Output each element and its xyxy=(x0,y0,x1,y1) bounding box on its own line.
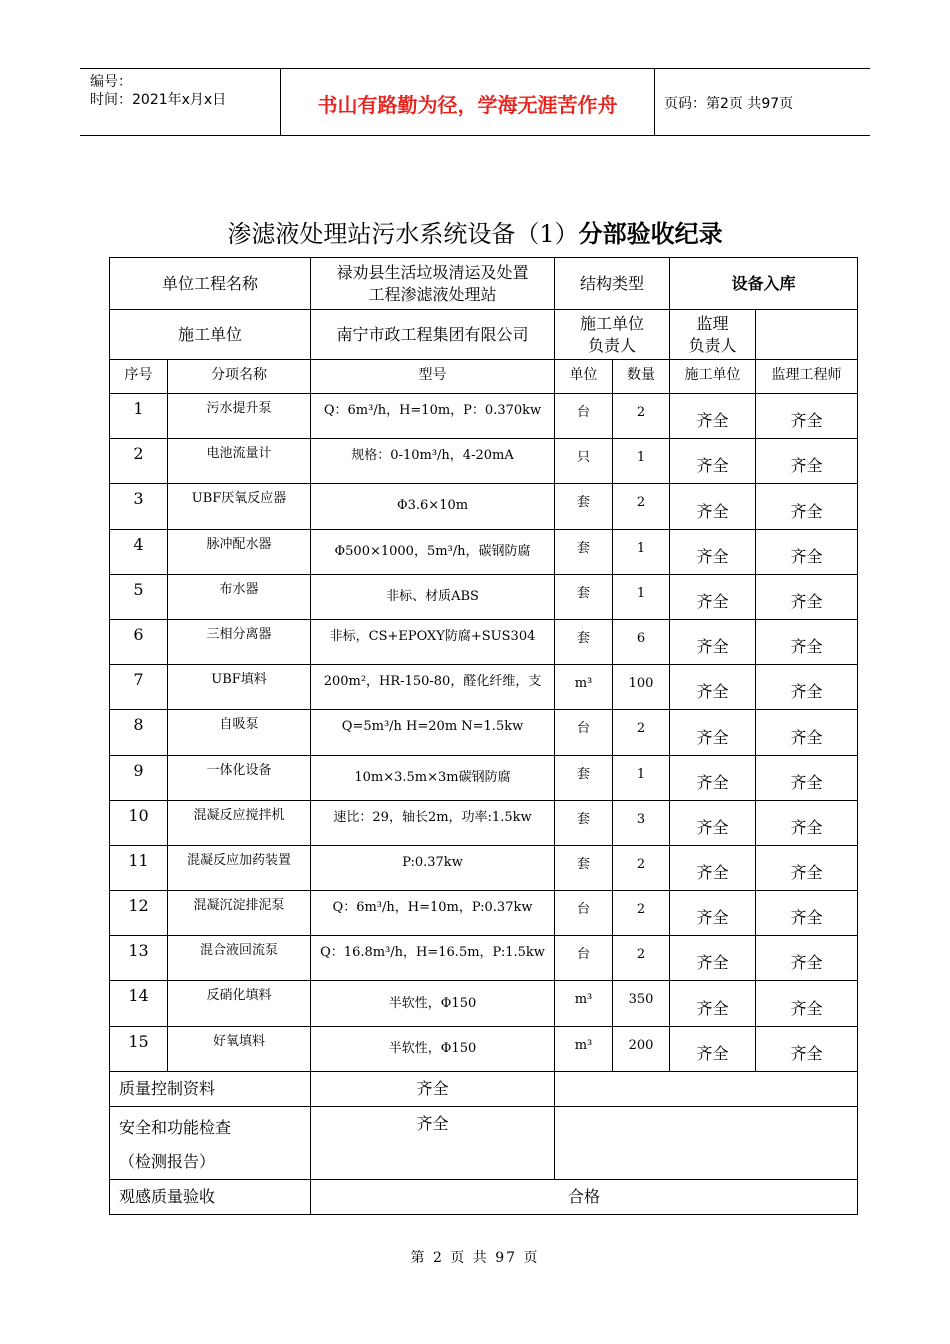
title-bold: 分部验收纪录 xyxy=(578,220,723,248)
contractor-check: 齐全 xyxy=(670,619,756,664)
supervisor-check: 齐全 xyxy=(756,394,858,439)
appearance-label: 观感质量验收 xyxy=(110,1179,311,1214)
safety-label-line: 安全和功能检查 xyxy=(119,1117,232,1137)
time-label: 时间：2021年x月x日 xyxy=(90,92,227,108)
item-unit: 套 xyxy=(555,574,613,619)
item-model: 规格：0-10m³/h，4-20mA xyxy=(311,439,555,484)
supervisor-check: 齐全 xyxy=(756,981,858,1026)
row-number: 7 xyxy=(110,665,168,710)
item-quantity: 2 xyxy=(613,484,670,529)
item-quantity: 350 xyxy=(613,981,670,1026)
contractor-lead-label xyxy=(555,310,670,360)
header-divider xyxy=(654,69,655,135)
supervisor-check: 齐全 xyxy=(756,484,858,529)
item-model: 半软性，Φ150 xyxy=(311,981,555,1026)
row-number: 8 xyxy=(110,710,168,755)
safety-label-line: （检测报告） xyxy=(119,1151,216,1171)
item-quantity: 1 xyxy=(613,529,670,574)
header-meta xyxy=(90,73,226,109)
item-quantity: 2 xyxy=(613,891,670,936)
item-name: 布水器 xyxy=(168,574,311,619)
supervisor-check: 齐全 xyxy=(756,439,858,484)
contractor-lead-label-line: 负责人 xyxy=(588,335,637,355)
contractor-check: 齐全 xyxy=(670,394,756,439)
item-model: 非标，CS+EPOXY防腐+SUS304 xyxy=(311,619,555,664)
item-unit: m³ xyxy=(555,1026,613,1071)
item-model: P:0.37kw xyxy=(311,845,555,890)
supervisor-check: 齐全 xyxy=(756,529,858,574)
supervisor-check: 齐全 xyxy=(756,800,858,845)
item-model: 非标、材质ABS xyxy=(311,574,555,619)
table-row xyxy=(110,619,858,664)
item-name: 三相分离器 xyxy=(168,619,311,664)
item-name: 混合液回流泵 xyxy=(168,936,311,981)
item-model: 速比：29，轴长2m，功率:1.5kw xyxy=(311,800,555,845)
unit-project-value-line: 工程渗滤液处理站 xyxy=(368,284,497,304)
row-number: 15 xyxy=(110,1026,168,1071)
item-rows xyxy=(110,394,858,1072)
quality-value: 齐全 xyxy=(311,1071,555,1106)
contractor-check: 齐全 xyxy=(670,936,756,981)
row-number: 1 xyxy=(110,394,168,439)
info-row xyxy=(110,310,858,360)
row-number: 11 xyxy=(110,845,168,890)
summary-row xyxy=(110,1106,858,1179)
row-number: 13 xyxy=(110,936,168,981)
item-unit: m³ xyxy=(555,665,613,710)
supervisor-check: 齐全 xyxy=(756,845,858,890)
unit-project-label: 单位工程名称 xyxy=(110,258,311,310)
contractor-check: 齐全 xyxy=(670,574,756,619)
summary-row xyxy=(110,1071,858,1106)
item-unit: 套 xyxy=(555,755,613,800)
contractor-check: 齐全 xyxy=(670,845,756,890)
item-unit: 台 xyxy=(555,891,613,936)
column-header-row xyxy=(110,360,858,394)
item-unit: 台 xyxy=(555,710,613,755)
table-row xyxy=(110,755,858,800)
item-unit: 套 xyxy=(555,845,613,890)
supervisor-check: 齐全 xyxy=(756,891,858,936)
supervisor-check: 齐全 xyxy=(756,710,858,755)
col-header: 单位 xyxy=(555,360,613,394)
item-quantity: 100 xyxy=(613,665,670,710)
item-quantity: 2 xyxy=(613,394,670,439)
item-quantity: 2 xyxy=(613,936,670,981)
table-row xyxy=(110,529,858,574)
contractor-check: 齐全 xyxy=(670,755,756,800)
item-name: 电池流量计 xyxy=(168,439,311,484)
item-unit: m³ xyxy=(555,981,613,1026)
item-quantity: 200 xyxy=(613,1026,670,1071)
item-model: Q：16.8m³/h，H=16.5m，P:1.5kw xyxy=(311,936,555,981)
contractor-check: 齐全 xyxy=(670,891,756,936)
item-unit: 只 xyxy=(555,439,613,484)
contractor-check: 齐全 xyxy=(670,710,756,755)
row-number: 6 xyxy=(110,619,168,664)
item-unit: 台 xyxy=(555,936,613,981)
item-name: 脉冲配水器 xyxy=(168,529,311,574)
quality-empty xyxy=(555,1071,858,1106)
item-name: 污水提升泵 xyxy=(168,394,311,439)
row-number: 10 xyxy=(110,800,168,845)
contractor-check: 齐全 xyxy=(670,529,756,574)
item-model: Q：6m³/h，H=10m，P:0.37kw xyxy=(311,891,555,936)
col-header: 监理工程师 xyxy=(756,360,858,394)
item-name: 混凝反应加药装置 xyxy=(168,845,311,890)
item-name: 混凝反应搅拌机 xyxy=(168,800,311,845)
info-row xyxy=(110,258,858,310)
item-quantity: 1 xyxy=(613,755,670,800)
number-label: 编号： xyxy=(90,74,132,90)
page-footer: 第 2 页 共 97 页 xyxy=(410,1250,540,1266)
contractor-check: 齐全 xyxy=(670,1026,756,1071)
item-unit: 台 xyxy=(555,394,613,439)
contractor-check: 齐全 xyxy=(670,665,756,710)
table-row xyxy=(110,936,858,981)
item-quantity: 6 xyxy=(613,619,670,664)
contractor-check: 齐全 xyxy=(670,439,756,484)
table-row xyxy=(110,439,858,484)
item-name: 反硝化填料 xyxy=(168,981,311,1026)
item-unit: 套 xyxy=(555,484,613,529)
item-model: Φ500×1000，5m³/h，碳钢防腐 xyxy=(311,529,555,574)
item-quantity: 2 xyxy=(613,845,670,890)
item-unit: 套 xyxy=(555,619,613,664)
item-name: 自吸泵 xyxy=(168,710,311,755)
quality-label: 质量控制资料 xyxy=(110,1071,311,1106)
contractor-label: 施工单位 xyxy=(110,310,311,360)
supervisor-check: 齐全 xyxy=(756,665,858,710)
structure-value: 设备入库 xyxy=(670,258,858,310)
item-quantity: 2 xyxy=(613,710,670,755)
item-model: 200m²，HR-150-80，醛化纤维，支 xyxy=(311,665,555,710)
contractor-value: 南宁市政工程集团有限公司 xyxy=(311,310,555,360)
page-header xyxy=(80,68,870,136)
row-number: 4 xyxy=(110,529,168,574)
row-number: 3 xyxy=(110,484,168,529)
supervisor-check: 齐全 xyxy=(756,1026,858,1071)
contractor-check: 齐全 xyxy=(670,800,756,845)
table-row xyxy=(110,665,858,710)
appearance-value: 合格 xyxy=(311,1179,858,1214)
title-main: 渗滤液处理站污水系统设备（1） xyxy=(227,220,579,248)
safety-value: 齐全 xyxy=(311,1106,555,1179)
item-unit: 套 xyxy=(555,529,613,574)
supervisor-lead-value xyxy=(756,310,858,360)
safety-empty xyxy=(555,1106,858,1179)
table-row xyxy=(110,800,858,845)
supervisor-check: 齐全 xyxy=(756,936,858,981)
supervisor-lead-label-line: 监理 xyxy=(696,313,729,333)
col-header: 数量 xyxy=(613,360,670,394)
item-name: UBF填料 xyxy=(168,665,311,710)
table-row xyxy=(110,574,858,619)
contractor-lead-label-line: 施工单位 xyxy=(580,313,645,333)
item-quantity: 1 xyxy=(613,439,670,484)
table-row xyxy=(110,710,858,755)
safety-label xyxy=(110,1106,311,1179)
col-header: 分项名称 xyxy=(168,360,311,394)
unit-project-value xyxy=(311,258,555,310)
item-name: 好氧填料 xyxy=(168,1026,311,1071)
supervisor-lead-label xyxy=(670,310,756,360)
supervisor-check: 齐全 xyxy=(756,574,858,619)
document-title xyxy=(0,214,950,249)
structure-label: 结构类型 xyxy=(555,258,670,310)
item-quantity: 1 xyxy=(613,574,670,619)
item-name: 一体化设备 xyxy=(168,755,311,800)
table-row xyxy=(110,845,858,890)
header-motto: 书山有路勤为径，学海无涯苦作舟 xyxy=(317,93,618,117)
item-model: 10m×3.5m×3m碳钢防腐 xyxy=(311,755,555,800)
item-model: Q=5m³/h H=20m N=1.5kw xyxy=(311,710,555,755)
row-number: 14 xyxy=(110,981,168,1026)
table-row xyxy=(110,484,858,529)
item-quantity: 3 xyxy=(613,800,670,845)
contractor-check: 齐全 xyxy=(670,981,756,1026)
col-header: 型号 xyxy=(311,360,555,394)
row-number: 2 xyxy=(110,439,168,484)
supervisor-check: 齐全 xyxy=(756,755,858,800)
table-row xyxy=(110,891,858,936)
item-name: UBF厌氧反应器 xyxy=(168,484,311,529)
table-row xyxy=(110,394,858,439)
row-number: 12 xyxy=(110,891,168,936)
item-name: 混凝沉淀排泥泵 xyxy=(168,891,311,936)
contractor-check: 齐全 xyxy=(670,484,756,529)
item-unit: 套 xyxy=(555,800,613,845)
col-header: 序号 xyxy=(110,360,168,394)
row-number: 9 xyxy=(110,755,168,800)
table-row xyxy=(110,981,858,1026)
header-page-info: 页码：第2页 共97页 xyxy=(664,96,794,112)
item-model: 半软性，Φ150 xyxy=(311,1026,555,1071)
table-row xyxy=(110,1026,858,1071)
item-model: Q：6m³/h，H=10m，P：0.370kw xyxy=(311,394,555,439)
col-header: 施工单位 xyxy=(670,360,756,394)
summary-row xyxy=(110,1179,858,1214)
acceptance-table xyxy=(109,257,858,1215)
supervisor-check: 齐全 xyxy=(756,619,858,664)
row-number: 5 xyxy=(110,574,168,619)
item-model: Φ3.6×10m xyxy=(311,484,555,529)
unit-project-value-line: 禄劝县生活垃圾清运及处置 xyxy=(336,262,529,282)
supervisor-lead-label-line: 负责人 xyxy=(688,335,737,355)
